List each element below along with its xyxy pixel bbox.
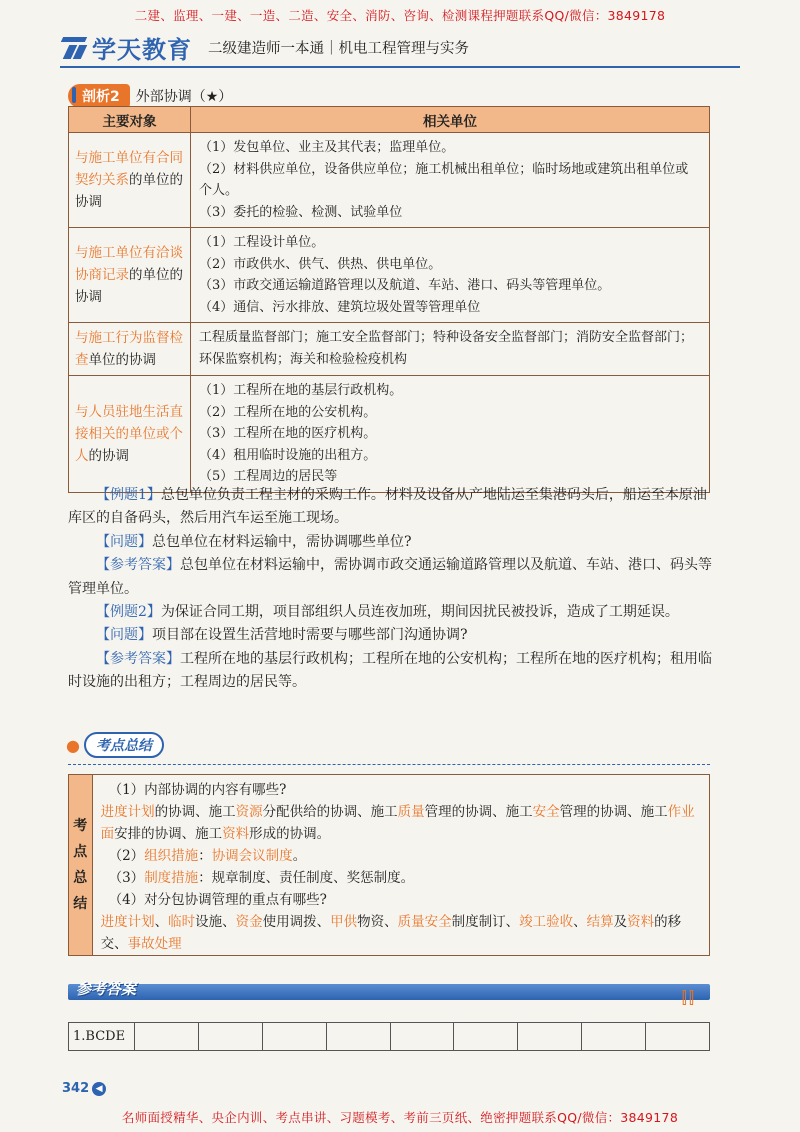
example-tag: 【例题2】	[96, 604, 161, 621]
row-object: 与施工行为监督检查单位的协调	[69, 323, 191, 376]
answer-cell	[518, 1023, 582, 1051]
top-ad-banner: 二建、监理、一建、一造、二造、安全、消防、咨询、检测课程押题联系QQ/微信：3849178	[134, 8, 666, 23]
answer-cell	[582, 1023, 646, 1051]
summary-line-3: （3）制度措施：规章制度、责任制度、奖惩制度。	[108, 870, 415, 886]
answer-cell	[390, 1023, 454, 1051]
row-units	[191, 133, 710, 228]
header-main-object: 主要对象	[69, 107, 191, 133]
example-paragraph: 【参考答案】工程所在地的基层行政机构；工程所在地的公安机构；工程所在地的医疗机构；租用临时设施的出租方；工程周边的居民等。	[68, 650, 712, 691]
brand-name: 学天教育	[92, 35, 192, 64]
bottom-ad-banner: 名师面授精华、央企内训、考点串讲、习题模考、考前三页纸、绝密押题联系QQ/微信：3849178	[121, 1110, 679, 1125]
example-tag: 【例题1】	[96, 487, 161, 503]
unit-item: （3）工程所在地的医疗机构。	[199, 426, 377, 441]
table-row	[69, 323, 710, 376]
example-tag: 【问题】	[96, 533, 152, 550]
row-units	[191, 323, 710, 376]
summary-heading	[66, 732, 164, 758]
unit-item: （1）发包单位、业主及其代表；监理单位。	[199, 140, 455, 155]
summary-side-label: 考 点 总 结	[69, 775, 93, 955]
unit-item: （2）材料供应单位，设备供应单位；施工机械出租单位；临时场地或建筑出租单位或个人。	[199, 161, 689, 198]
answer-cell	[326, 1023, 390, 1051]
example-paragraph: 【例题1】总包单位负责工程主材的采购工作。材料及设备从产地陆运至集港码头后，船运至本原油库区的自备码头，然后用汽车运至施工现场。	[68, 487, 707, 527]
summary-q4: （4）对分包协调管理的重点有哪些?	[108, 892, 327, 908]
answer-cell	[454, 1023, 518, 1051]
unit-item: （4）通信、污水排放、建筑垃圾处置等管理单位	[199, 299, 481, 315]
pin-icon: ⫿⫿	[681, 988, 696, 1007]
answer-cell	[646, 1023, 710, 1051]
section-badge: 剖析2	[68, 84, 130, 108]
example-tag: 【问题】	[96, 627, 152, 644]
unit-item: （3）市政交通运输道路管理以及航道、车站、港口、码头等管理单位。	[199, 278, 611, 293]
summary-divider	[68, 764, 710, 765]
header-divider	[60, 66, 740, 68]
row-object: 与人员驻地生活直接相关的单位或个人的协调	[69, 376, 191, 493]
table-row	[69, 376, 710, 493]
answer-cell: 1.BCDE	[69, 1023, 135, 1051]
table-row	[69, 133, 710, 228]
unit-item: （4）租用临时设施的出租方。	[199, 447, 377, 463]
section-title: 外部协调（★）	[135, 89, 233, 105]
row-units	[191, 228, 710, 323]
row-object: 与施工单位有合同契约关系的单位的协调	[69, 133, 191, 228]
book-title: 二级建造师一本通｜机电工程管理与实务	[208, 40, 469, 57]
answer-table	[68, 1022, 710, 1051]
summary-line-1: 进度计划的协调、施工资源分配供给的协调、施工质量管理的协调、施工安全管理的协调、施工作业面安排的协调、施工资料形成的协调。	[100, 804, 695, 842]
summary-title: 考点总结	[84, 732, 164, 758]
page-header	[60, 30, 760, 64]
unit-item: （3）委托的检验、检测、试验单位	[199, 204, 403, 220]
answer-cell	[135, 1023, 199, 1051]
page-number: 342 ◀	[62, 1081, 106, 1096]
row-object: 与施工单位有洽谈协商记录的单位的协调	[69, 228, 191, 323]
unit-item: （2）工程所在地的公安机构。	[199, 404, 377, 420]
answer-heading: 参考答案	[76, 980, 137, 998]
example-tag: 【参考答案】	[96, 650, 180, 667]
examples-block	[68, 484, 714, 695]
summary-line-4: 进度计划、临时设施、资金使用调拨、甲供物资、质量安全制度制订、竣工验收、结算及资料的移交、事故处理	[100, 914, 682, 952]
answer-cell	[198, 1023, 262, 1051]
summary-box	[68, 774, 710, 956]
example-paragraph: 【参考答案】总包单位在材料运输中，需协调市政交通运输道路管理以及航道、车站、港口、码头等管理单位。	[68, 557, 712, 597]
unit-item: （1）工程设计单位。	[199, 235, 325, 250]
unit-item: （5）工程周边的居民等	[199, 469, 338, 484]
example-paragraph: 【问题】总包单位在材料运输中，需协调哪些单位?	[96, 533, 412, 550]
brand-logo-icon	[60, 35, 88, 59]
header-related-units: 相关单位	[191, 107, 710, 133]
summary-q1: （1）内部协调的内容有哪些?	[108, 782, 287, 798]
table-row	[69, 228, 710, 323]
example-tag: 【参考答案】	[96, 557, 180, 574]
answer-cell	[262, 1023, 326, 1051]
summary-line-2: （2）组织措施：协调会议制度。	[108, 848, 307, 864]
example-paragraph: 【例题2】为保证合同工期，项目部组织人员连夜加班，期间因扰民被投诉，造成了工期延误。	[96, 604, 679, 621]
unit-item: （1）工程所在地的基层行政机构。	[199, 383, 403, 398]
coordination-table	[68, 106, 710, 493]
lightbulb-icon: ●	[66, 735, 80, 755]
summary-content	[93, 775, 709, 955]
unit-item: 工程质量监督部门；施工安全监督部门；特种设备安全监督部门；消防安全监督部门；环保监察机构；海关和检验检疫机构	[199, 330, 694, 367]
row-units	[191, 376, 710, 493]
section-heading	[68, 84, 232, 108]
example-paragraph: 【问题】项目部在设置生活营地时需要与哪些部门沟通协调?	[96, 627, 468, 644]
page-arrow-icon: ◀	[92, 1082, 106, 1096]
answer-heading-bar	[68, 978, 710, 1006]
unit-item: （2）市政供水、供气、供热、供电单位。	[199, 256, 442, 272]
